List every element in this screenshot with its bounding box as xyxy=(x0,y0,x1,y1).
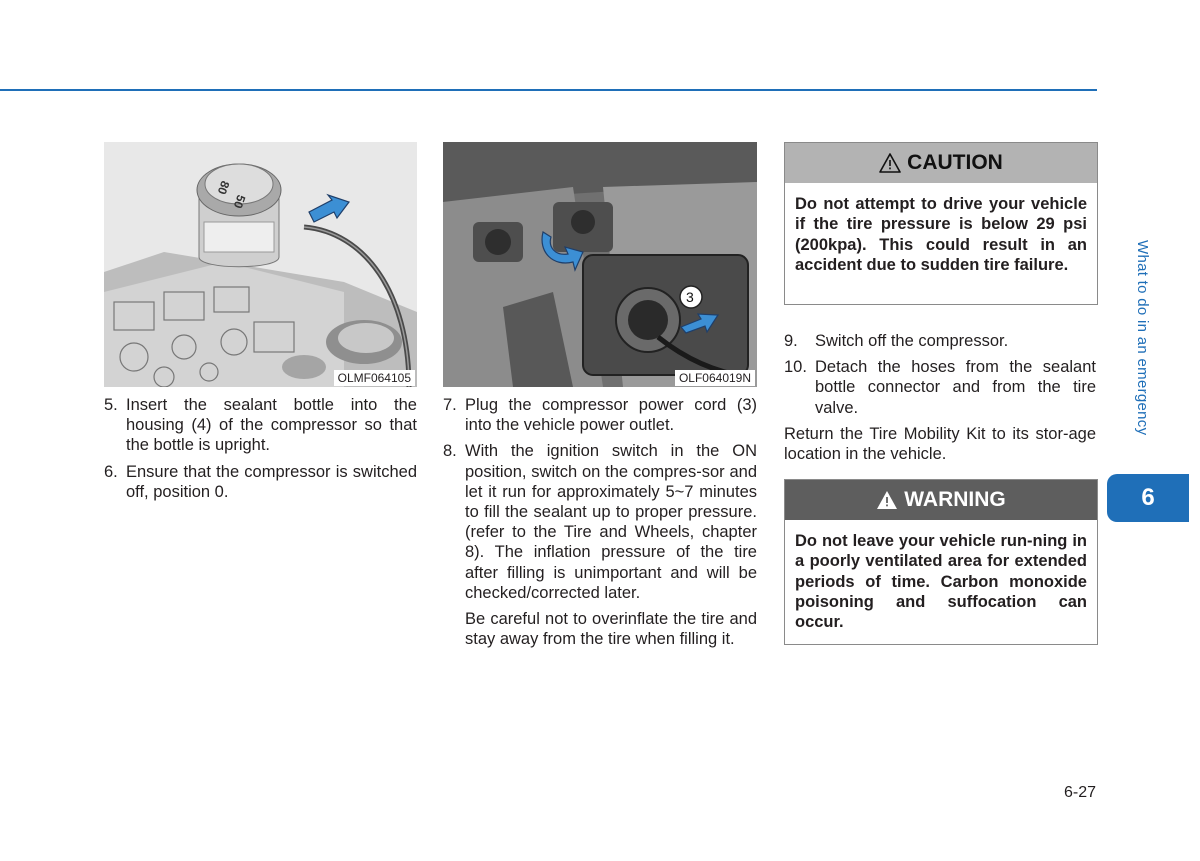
step-number: 6. xyxy=(104,462,118,481)
warning-title: WARNING xyxy=(904,488,1006,511)
step-number: 5. xyxy=(104,396,118,414)
warning-triangle-icon xyxy=(876,490,898,510)
column-3 xyxy=(784,331,1096,470)
column-2 xyxy=(443,395,757,655)
warning-text: Do not leave your vehicle run-ning in a poorly ventilated area for extended periods of time. Carbon monoxide poisoning and suffocation can occur. xyxy=(795,532,1087,632)
step-text: Ensure that the compressor is switched off, position 0. xyxy=(126,462,417,501)
return-note: Return the Tire Mobility Kit to its stor-age location in the vehicle. xyxy=(784,424,1096,464)
callout-80: 80 xyxy=(214,178,233,197)
step-text: Detach the hoses from the sealant bottle connector and from the tire valve. xyxy=(815,358,1096,417)
chapter-tab xyxy=(1107,474,1189,522)
step-item xyxy=(443,395,757,435)
chapter-number: 6 xyxy=(1141,484,1155,511)
callout-3: 3 xyxy=(686,289,694,305)
warning-box xyxy=(784,479,1098,645)
figure-sealant-bottle xyxy=(104,142,417,387)
step-item xyxy=(104,462,417,502)
step-item xyxy=(104,395,417,456)
warning-header xyxy=(785,480,1097,520)
caution-text: Do not attempt to drive your vehicle if the tire pressure is below 29 psi (200kpa). This could result in an accident due to sudden tire failure. xyxy=(795,195,1087,274)
step-item xyxy=(443,441,757,603)
page-number: 6-27 xyxy=(1063,784,1096,801)
warning-triangle-icon xyxy=(879,153,901,173)
caution-header xyxy=(785,143,1097,183)
step-text: Plug the compressor power cord (3) into the vehicle power outlet. xyxy=(465,396,757,435)
step-item xyxy=(784,331,1096,351)
step-number: 7. xyxy=(443,396,457,414)
step-text: Switch off the compressor. xyxy=(815,332,1009,350)
figure-code: OLF064019N xyxy=(675,370,755,386)
figure-code: OLMF064105 xyxy=(334,370,415,386)
caution-box xyxy=(784,142,1098,305)
step-text: Insert the sealant bottle into the housing (4) of the compressor so that the bottle is upright. xyxy=(126,396,417,455)
callout-50: 50 xyxy=(230,192,249,211)
column-1 xyxy=(104,395,417,508)
step-text: With the ignition switch in the ON position, switch on the compres-sor and let it run for approximately 5~7 minutes to fill the sealant up to proper pressure. (refer to the Tire and Wheels, chapter 8). The inflation pressure of the tire after filling is unimportant and will be checked/corrected later. xyxy=(465,442,757,602)
chapter-side-title: What to do in an emergency xyxy=(1134,240,1151,436)
step-number: 9. xyxy=(784,332,798,350)
step-number: 10. xyxy=(784,358,807,377)
caution-title: CAUTION xyxy=(907,151,1003,174)
step-number: 8. xyxy=(443,442,457,461)
step-item xyxy=(784,357,1096,418)
header-rule xyxy=(0,89,1097,91)
figure-power-outlet xyxy=(443,142,757,387)
step-note: Be careful not to overinflate the tire and stay away from the tire when filling it. xyxy=(465,610,757,649)
